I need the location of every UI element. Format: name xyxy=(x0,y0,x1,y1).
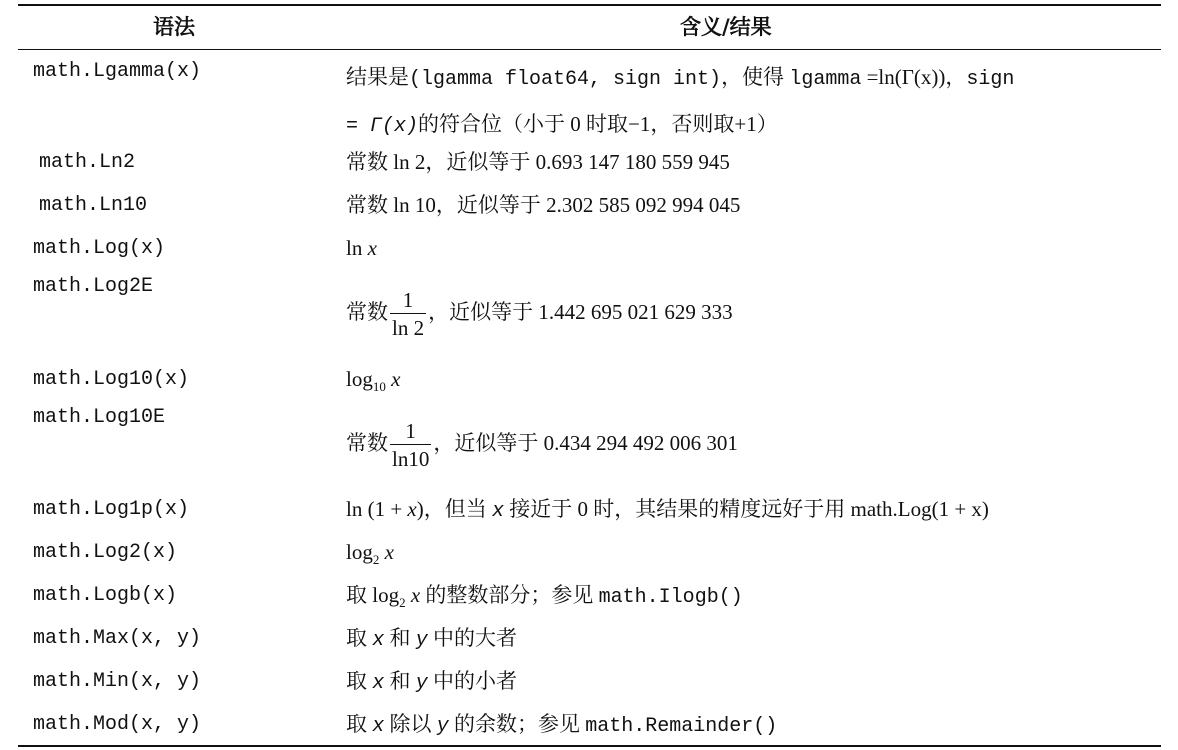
meaning-cell: 常数 $\frac{1}{\ln 2}$ ，近似等于 1.442 695 021 629 333 xyxy=(346,287,733,340)
table-row xyxy=(18,488,1161,531)
table-row xyxy=(18,55,1161,145)
table-row xyxy=(18,141,1161,184)
table-row xyxy=(18,703,1161,746)
header-syntax: 语法 xyxy=(153,15,195,39)
syntax-cell: math.Log10E xyxy=(33,406,166,429)
syntax-cell: math.Min(x, y) xyxy=(33,670,202,693)
table-row xyxy=(18,227,1161,270)
meaning-cell: $\log_{10} x$ xyxy=(346,367,401,395)
meaning-cell: ln (1 + x)，但当 x 接近于 0 时，其结果的精度远好于用 math.Log(1 + x) xyxy=(346,497,989,523)
fraction: $\frac{1}{\ln 10}$ xyxy=(392,418,430,471)
meaning-cell: 取 x 和 y 中的大者 xyxy=(346,626,518,652)
table-row xyxy=(18,617,1161,660)
fraction: $\frac{1}{\ln 2}$ xyxy=(392,287,425,340)
table-row xyxy=(18,358,1161,401)
table-row xyxy=(18,574,1161,617)
syntax-cell: math.Log2E xyxy=(33,275,154,298)
syntax-cell: math.Log1p(x) xyxy=(33,498,190,521)
table-bottom-rule xyxy=(18,745,1161,747)
table-row xyxy=(18,660,1161,703)
syntax-cell: math.Ln2 xyxy=(39,151,136,174)
syntax-cell: math.Max(x, y) xyxy=(33,627,202,650)
syntax-cell: math.Lgamma(x) xyxy=(33,60,202,83)
table-header-rule xyxy=(18,49,1161,50)
table-row xyxy=(18,270,1161,360)
header-meaning: 含义/结果 xyxy=(680,15,772,39)
table-row xyxy=(18,184,1161,227)
meaning-cell: $\log_2 x$ xyxy=(346,540,394,568)
meaning-cell: 常数 ln 10，近似等于 2.302 585 092 994 045 xyxy=(346,193,741,217)
meaning-cell: 常数 ln 2，近似等于 0.693 147 180 559 945 xyxy=(346,150,730,174)
meaning-cell: 取 $\log_2 x$ 的整数部分；参见 math.Ilogb() xyxy=(346,583,743,611)
table-row xyxy=(18,531,1161,574)
syntax-cell: math.Log10(x) xyxy=(33,368,190,391)
meaning-cell: 常数 $\frac{1}{\ln 10}$ ，近似等于 0.434 294 492 006 301 xyxy=(346,418,738,471)
syntax-cell: math.Log(x) xyxy=(33,237,166,260)
syntax-cell: math.Mod(x, y) xyxy=(33,713,202,736)
meaning-cell: ln x xyxy=(346,236,377,260)
meaning-cell: 结果是(lgamma float64, sign int)，使得 lgamma =ln(Γ(x))，sign = Γ(x)的符合位（小于 0 时取−1，否则取+1） xyxy=(346,65,1015,138)
syntax-cell: math.Log2(x) xyxy=(33,541,178,564)
meaning-cell: 取 x 和 y 中的小者 xyxy=(346,669,518,695)
syntax-cell: math.Logb(x) xyxy=(33,584,178,607)
syntax-cell: math.Ln10 xyxy=(39,194,148,217)
meaning-cell: 取 x 除以 y 的余数；参见 math.Remainder() xyxy=(346,712,778,738)
table-row xyxy=(18,401,1161,491)
